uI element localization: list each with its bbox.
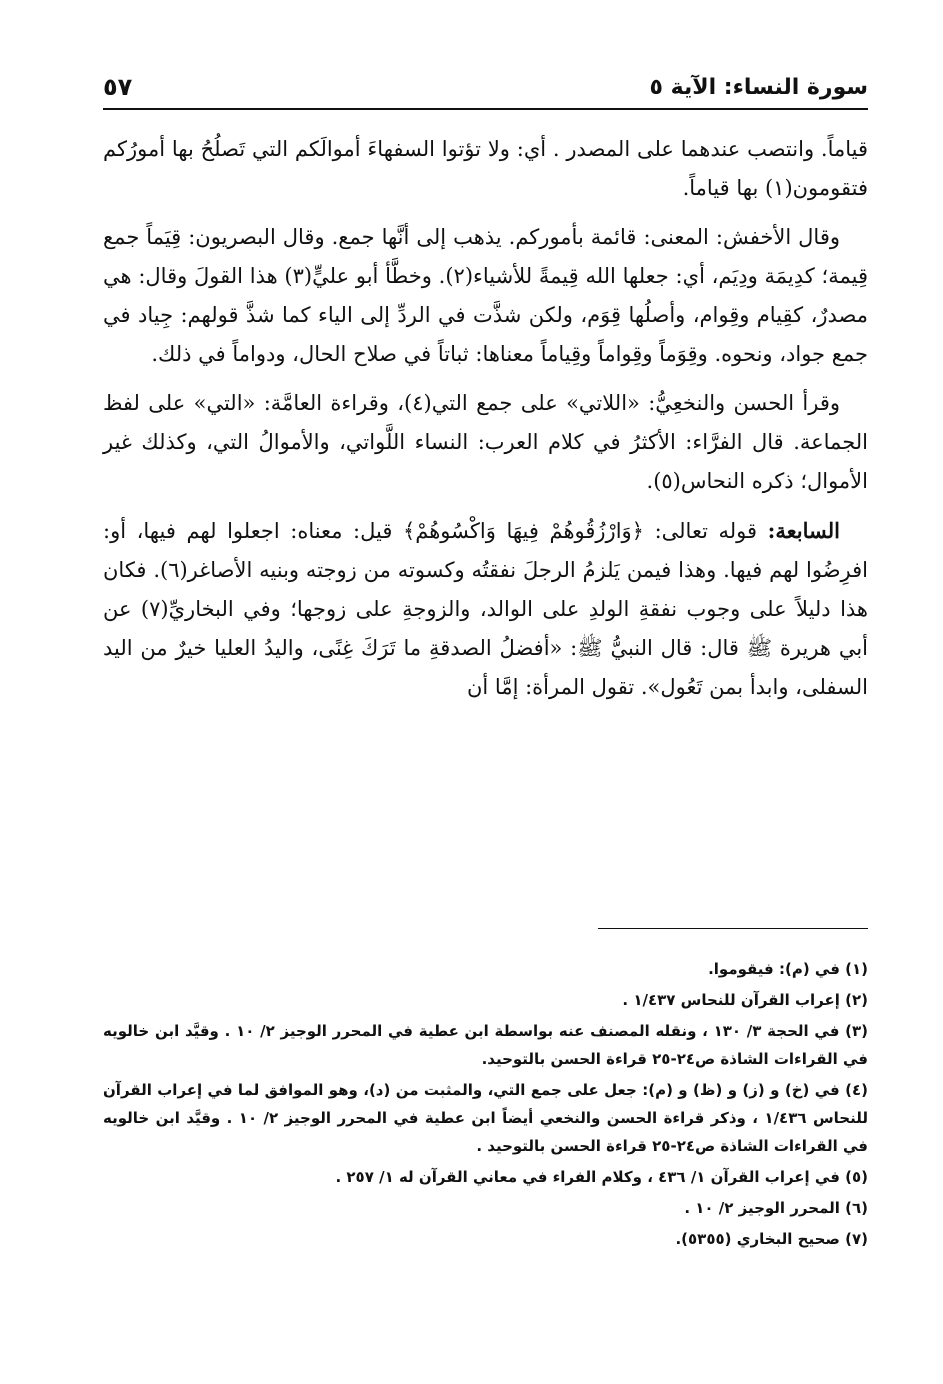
paragraph — [103, 384, 868, 501]
footnote: (٦) المحرر الوجيز ٢/ ١٠ . — [684, 1199, 868, 1217]
paragraph-text: وقرأ الحسن والنخعِيُّ: «اللاتي» على جمع التي(٤)، وقراءة العامَّة: «التي» على لفظ الجماعة. قال الفرَّاء: الأكثرُ في كلام العرب: النساء اللَّواتي، والأموالُ التي، وكذلك غير الأموال؛ ذكره النحاس(٥). — [103, 391, 868, 493]
page-number: ٥٧ — [103, 73, 133, 101]
footnote: (١) في (م): فيقوموا. — [708, 960, 868, 978]
footnote: (٢) إعراب القرآن للنحاس ١/٤٣٧ . — [622, 991, 868, 1009]
running-title: سورة النساء: الآية ٥ — [649, 74, 868, 100]
paragraph-text: قوله تعالى: ﴿وَارْزُقُوهُمْ فِيهَا وَاكْسُوهُمْ﴾ قيل: معناه: اجعلوا لهم فيها، أو: افرِضُوا لهم فيها. وهذا فيمن يَلزمُ الرجلَ نفقتُه وكسوته من زوجته وبنيه الأصاغر(٦). فكان هذا دليلاً على وجوب نفقةِ الولدِ على الوالد، والزوجةِ على زوجها؛ وفي البخاريِّ(٧) عن أبي هريرة ﷺ قال: قال النبيُّ ﷺ: «أفضلُ الصدقةِ ما تَرَكَ غِنًى، واليدُ العليا خيرٌ من اليد السفلى، وابدأ بمن تَعُول». تقول المرأة: إمَّا أن — [103, 519, 869, 699]
footnotes — [103, 955, 868, 1256]
paragraph-text: قياماً. وانتصب عندهما على المصدر . أي: ولا تؤتوا السفهاءَ أموالَكم التي تَصلُحُ بها أمورُكم فتقومون(١) بها قياماً. — [103, 137, 868, 200]
footnote: (٤) في (خ) و (ز) و (ظ) و (م): جعل على جمع التي، والمثبت من (د)، وهو الموافق لما في إعراب القرآن للنحاس ١/٤٣٦ ، وذكر قراءة الحسن والنخعي أيضاً ابن عطية في المحرر الوجيز ٢/ ١٠ . وقيَّد ابن خالويه في القراءات الشاذة ص٢٤-٢٥ قراءة الحسن بالتوحيد . — [103, 1081, 868, 1155]
footnote: (٥) في إعراب القرآن ١/ ٤٣٦ ، وكلام الفراء في معاني القرآن له ١/ ٢٥٧ . — [335, 1168, 868, 1186]
paragraph — [103, 130, 868, 208]
paragraph-text: وقال الأخفش: المعنى: قائمة بأموركم. يذهب إلى أنَّها جمع. وقال البصريون: قِيَماً جمع قِيمة؛ كدِيمَة ودِيَم، أي: جعلها الله قِيمةً للأشياء(٢). وخطَّأ أبو عليٍّ(٣) هذا القولَ وقال: هي مصدرٌ، كقِيام وقِوام، وأصلُها قِوَم، ولكن شذَّت في الردِّ إلى الياء كما شذَّ قولهم: جِياد في جمع جواد، ونحوه. وقِوَماً وقِواماً وقِياماً معناها: ثباتاً في صلاح الحال، ودواماً في ذلك. — [103, 225, 868, 366]
main-text — [103, 130, 868, 717]
footnote: (٣) في الحجة ٣/ ١٣٠ ، ونقله المصنف عنه بواسطة ابن عطية في المحرر الوجيز ٢/ ١٠ . وقيَّد ابن خالويه في القراءات الشاذة ص٢٤-٢٥ قراءة الحسن بالتوحيد. — [103, 1022, 868, 1068]
paragraph — [103, 511, 868, 707]
page-header — [103, 66, 868, 110]
section-lead: السابعة: — [767, 518, 840, 543]
footnote: (٧) صحيح البخاري (٥٣٥٥). — [675, 1230, 868, 1248]
footnote-divider — [598, 928, 868, 929]
paragraph — [103, 218, 868, 374]
